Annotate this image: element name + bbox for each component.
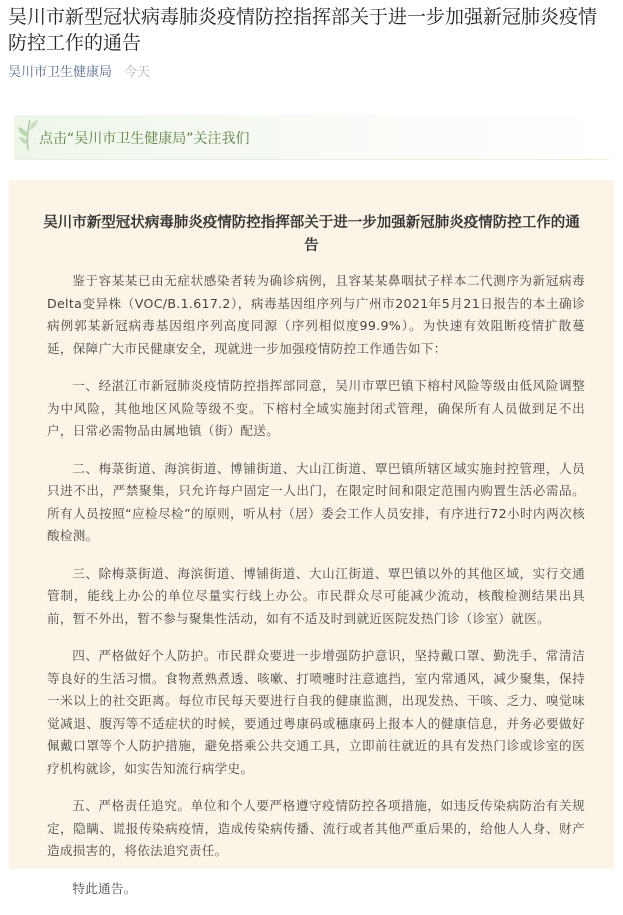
notice-closing: 特此通告。	[72, 880, 137, 896]
notice-paragraph-5: 五、严格责任追究。单位和个人要严格遵守疫情防控各项措施，如违反传染病防治有关规定，隐瞒、谎报传染病疫情，造成传染病传播、流行或者其他严重后果的，给他人人身、财产造成损害的，将依法追究责任。	[47, 798, 585, 858]
notice-body	[47, 270, 585, 915]
notice-paragraph-1: 一、经湛江市新冠肺炎疫情防控指挥部同意，吴川市覃巴镇下榕村风险等级由低风险调整为中风险，其他地区风险等级不变。下榕村全域实施封闭式管理，确保所有人员做到足不出户，日常必需物品由属地镇（街）配送。	[47, 378, 585, 438]
notice-paragraph-3: 三、除梅菉街道、海滨街道、博铺街道、大山江街道、覃巴镇以外的其他区域，实行交通管制，能线上办公的单位尽量实行线上办公。市民群众尽可能减少流动，核酸检测结果出具前，暂不外出，暂不参与聚集性活动，如有不适及时到就近医院发热门诊（诊室）就医。	[47, 565, 585, 626]
article-meta	[8, 64, 150, 82]
notice-paragraph-intro: 鉴于容某某已由无症状感染者转为确诊病例，且容某某鼻咽拭子样本二代测序为新冠病毒Delta变异株（VOC/B.1.617.2），病毒基因组序列与广州市2021年5月21日报告的本土确诊病例郭某新冠病毒基因组序列高度同源（序列相似度99.9%）。为快速有效阻断疫情扩散蔓延，保障广大市民健康安全，现就进一步加强疫情防控工作通告如下：	[47, 273, 585, 356]
notice-paragraph-4: 四、严格做好个人防护。市民群众要进一步增强防护意识，坚持戴口罩、勤洗手、常清洁等良好的生活习惯。食物煮熟煮透、咳嗽、打喷嚏时注意遮挡，室内常通风，减少聚集，保持一米以上的社交距离。每位市民每天要进行自我的健康监测，出现发热、干咳、乏力、嗅觉味觉减退、腹泻等不适症状的时候，要通过粤康码或穗康码上报本人的健康信息，并务必要做好佩戴口罩等个人防护措施，避免搭乘公共交通工具，立即前往就近的具有发热门诊或诊室的医疗机构就诊，如实告知流行病学史。	[47, 648, 585, 776]
notice-document	[9, 180, 614, 896]
follow-banner[interactable]	[14, 115, 609, 160]
notice-paragraph-2: 二、梅菉街道、海滨街道、博铺街道、大山江街道、覃巴镇所辖区域实施封控管理，人员只进不出，严禁聚集，只允许每户固定一人出门，在限定时间和限定范围内购置生活必需品。所有人员按照“应检尽检”的原则，听从村（居）委会工作人员安排，有序进行72小时内两次核酸检测。	[47, 460, 585, 543]
leaf-sprig-icon	[16, 117, 40, 155]
follow-prompt-text: 点击“吴川市卫生健康局”关注我们	[39, 131, 250, 147]
notice-title: 吴川市新型冠状病毒肺炎疫情防控指挥部关于进一步加强新冠肺炎疫情防控工作的通告	[43, 215, 580, 254]
article-title: 吴川市新型冠状病毒肺炎疫情防控指挥部关于进一步加强新冠肺炎疫情防控工作的通告	[8, 6, 598, 54]
author-link[interactable]: 吴川市卫生健康局	[8, 65, 113, 80]
publish-date: 今天	[124, 65, 151, 80]
